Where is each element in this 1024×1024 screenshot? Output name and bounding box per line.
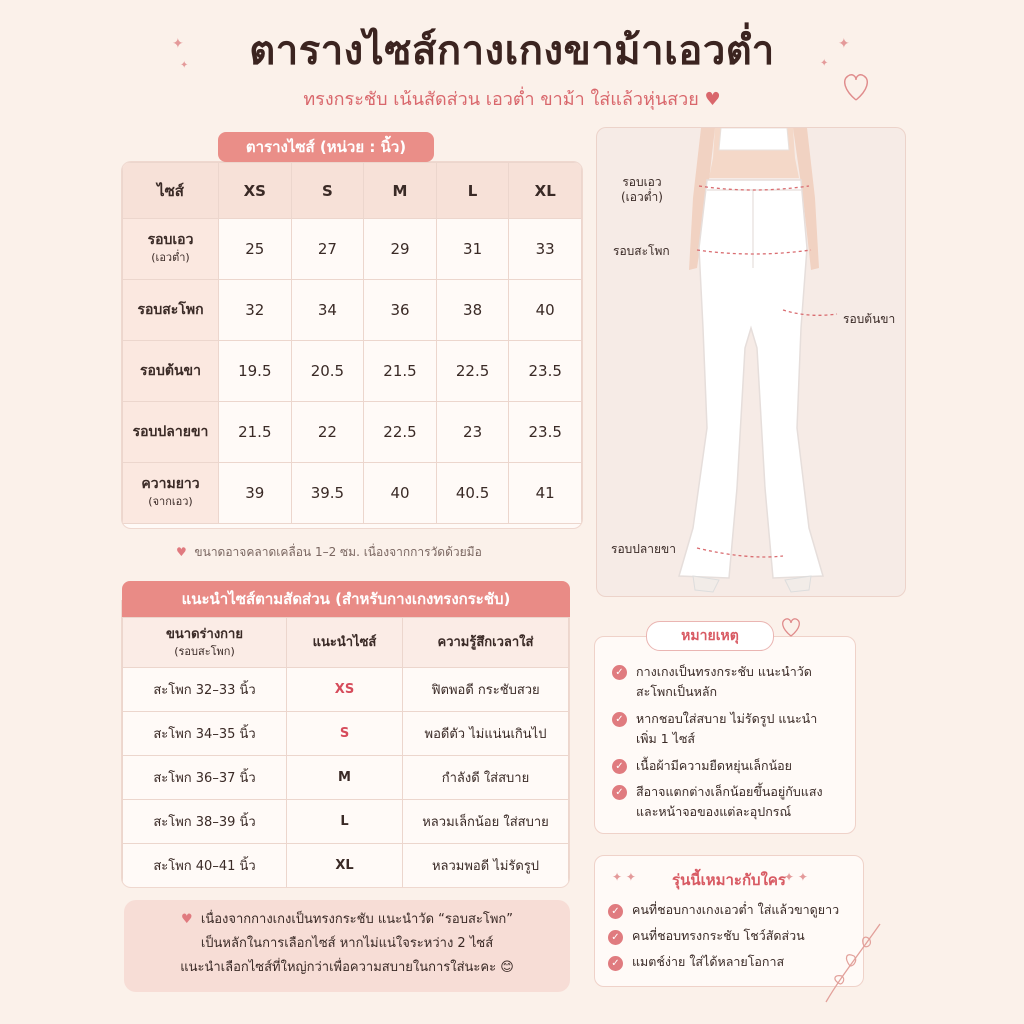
- who-item: คนที่ชอบกางเกงเอวต่ำ ใส่แล้วขาดูยาว: [632, 902, 840, 917]
- recommend-card: [121, 600, 570, 888]
- table-cell: 23.5: [509, 341, 582, 402]
- table-row: [123, 463, 582, 524]
- table-cell: สะโพก 38–39 นิ้ว: [123, 800, 287, 844]
- table-cell: 21.5: [219, 402, 292, 463]
- recommend-title: แนะนำไซส์ตามสัดส่วน (สำหรับกางเกงทรงกระชับ): [122, 581, 570, 617]
- table-row: [123, 712, 569, 756]
- table-cell: สะโพก 32–33 นิ้ว: [123, 668, 287, 712]
- check-icon: ✓: [608, 930, 623, 945]
- row-label: รอบปลายขา: [123, 402, 219, 463]
- bottom-note: [124, 900, 570, 992]
- sparkle-icon: ✦: [180, 60, 189, 71]
- table-cell: 25: [219, 219, 292, 280]
- table-cell: 32: [219, 280, 292, 341]
- row-label-text: ความยาว: [141, 476, 200, 492]
- note-text: สะโพกเป็นหลัก: [636, 684, 718, 699]
- recommended-size: XS: [287, 668, 403, 712]
- table-row: [123, 280, 582, 341]
- note-text: สีอาจแตกต่างเล็กน้อยขึ้นอยู่กับแสง: [636, 784, 823, 799]
- bottom-note-line: [124, 908, 570, 932]
- check-icon: ✓: [612, 665, 627, 680]
- page-subtitle: ทรงกระชับ เน้นสัดส่วน เอวต่ำ ขาม้า ใส่แล้วหุ่นสวย ♥: [303, 89, 721, 110]
- note-item: เนื้อผ้ามีความยืดหยุ่นเล็กน้อย: [636, 758, 792, 773]
- label-hip: รอบสะโพก: [613, 244, 670, 258]
- size-header: XL: [509, 163, 582, 219]
- row-label-text: รอบเอว: [147, 232, 194, 248]
- who-item: แมตช์ง่าย ใส่ได้หลายโอกาส: [632, 954, 785, 969]
- measurement-footnote: [176, 543, 482, 562]
- sparkle-icon: ✦: [820, 58, 829, 69]
- who-title: รุ่นนี้เหมาะกับใคร: [672, 871, 786, 889]
- footnote-text: ขนาดอาจคลาดเคลื่อน 1–2 ซม. เนื่องจากการวัดด้วยมือ: [194, 545, 482, 559]
- row-label: รอบสะโพก: [123, 280, 219, 341]
- table-cell: หลวมพอดี ไม่รัดรูป: [403, 844, 569, 888]
- table-cell: 41: [509, 463, 582, 524]
- table-cell: สะโพก 40–41 นิ้ว: [123, 844, 287, 888]
- table-cell: 29: [364, 219, 437, 280]
- table-row: [123, 219, 582, 280]
- table-cell: 20.5: [291, 341, 364, 402]
- label-waist-sub: (เอวต่ำ): [621, 190, 663, 204]
- label-thigh: รอบต้นขา: [843, 312, 896, 326]
- size-header: S: [291, 163, 364, 219]
- table-cell: ฟิตพอดี กระชับสวย: [403, 668, 569, 712]
- col-header-sub: (รอบสะโพก): [174, 644, 235, 658]
- check-icon: ✓: [612, 785, 627, 800]
- check-icon: ✓: [612, 712, 627, 727]
- table-cell: หลวมเล็กน้อย ใส่สบาย: [403, 800, 569, 844]
- heart-outline-icon: [778, 616, 804, 638]
- size-header: XS: [219, 163, 292, 219]
- row-label: [123, 219, 219, 280]
- table-cell: 21.5: [364, 341, 437, 402]
- table-cell: 33: [509, 219, 582, 280]
- table-cell: 27: [291, 219, 364, 280]
- label-waist-text: รอบเอว: [622, 175, 662, 189]
- table-cell: 23: [436, 402, 509, 463]
- table-row: [123, 341, 582, 402]
- bottom-note-text: เนื่องจากกางเกงเป็นทรงกระชับ แนะนำวัด “รอบสะโพก”: [200, 912, 514, 927]
- table-cell: 22: [291, 402, 364, 463]
- size-table-card: [121, 161, 583, 529]
- recommend-table: [122, 617, 569, 888]
- sparkle-icon: ✦: [838, 36, 850, 52]
- table-cell: 40: [364, 463, 437, 524]
- table-cell: 40.5: [436, 463, 509, 524]
- heart-icon: ♥: [180, 912, 193, 927]
- bottom-note-line: แนะนำเลือกไซส์ที่ใหญ่กว่าเพื่อความสบายในการใส่นะคะ 😊: [180, 960, 514, 975]
- row-label-sub: (จากเอว): [148, 495, 193, 508]
- label-hem: รอบปลายขา: [611, 542, 676, 556]
- sparkle-icon: ✦ ✦: [612, 870, 636, 884]
- recommended-size: S: [287, 712, 403, 756]
- table-cell: พอดีตัว ไม่แน่นเกินไป: [403, 712, 569, 756]
- col-header-text: ขนาดร่างกาย: [166, 626, 243, 642]
- sparkle-icon: ✦ ✦: [784, 870, 808, 884]
- check-icon: ✓: [612, 759, 627, 774]
- check-icon: ✓: [608, 904, 623, 919]
- row-label-sub: (เอวต่ำ): [151, 251, 190, 264]
- table-cell: สะโพก 34–35 นิ้ว: [123, 712, 287, 756]
- table-cell: 36: [364, 280, 437, 341]
- table-row: [123, 844, 569, 888]
- size-table-label: ตารางไซส์ (หน่วย : นิ้ว): [218, 132, 434, 162]
- note-text: หากชอบใส่สบาย ไม่รัดรูป แนะนำ: [636, 711, 818, 726]
- row-label: รอบต้นขา: [123, 341, 219, 402]
- table-row: [123, 800, 569, 844]
- table-row: [123, 756, 569, 800]
- table-cell: กำลังดี ใส่สบาย: [403, 756, 569, 800]
- table-cell: 22.5: [364, 402, 437, 463]
- note-text: เพิ่ม 1 ไซส์: [636, 731, 696, 746]
- table-cell: สะโพก 36–37 นิ้ว: [123, 756, 287, 800]
- table-cell: 31: [436, 219, 509, 280]
- note-text: กางเกงเป็นทรงกระชับ แนะนำวัด: [636, 664, 812, 679]
- size-table-corner: ไซส์: [123, 163, 219, 219]
- table-cell: 23.5: [509, 402, 582, 463]
- table-row: [123, 402, 582, 463]
- recommended-size: M: [287, 756, 403, 800]
- col-header: แนะนำไซส์: [287, 618, 403, 668]
- label-waist: [621, 175, 663, 205]
- sparkle-icon: ✦: [172, 36, 184, 52]
- table-cell: 38: [436, 280, 509, 341]
- table-cell: 39: [219, 463, 292, 524]
- note-text: และหน้าจอของแต่ละอุปกรณ์: [636, 804, 792, 819]
- page-title: ตารางไซส์กางเกงขาม้าเอวต่ำ: [249, 28, 775, 74]
- table-cell: 22.5: [436, 341, 509, 402]
- recommended-size: L: [287, 800, 403, 844]
- table-cell: 40: [509, 280, 582, 341]
- heart-icon: ♥: [176, 545, 187, 559]
- row-label: [123, 463, 219, 524]
- table-cell: 34: [291, 280, 364, 341]
- size-header: M: [364, 163, 437, 219]
- flower-doodle-icon: [820, 918, 890, 1004]
- table-cell: 39.5: [291, 463, 364, 524]
- table-cell: 19.5: [219, 341, 292, 402]
- note-item: [636, 662, 812, 702]
- note-item: [636, 782, 823, 822]
- col-header: ความรู้สึกเวลาใส่: [403, 618, 569, 668]
- col-header: [123, 618, 287, 668]
- bottom-note-line: เป็นหลักในการเลือกไซส์ หากไม่แน่ใจระหว่าง 2 ไซส์: [200, 936, 494, 951]
- recommended-size: XL: [287, 844, 403, 888]
- model-photo: [596, 127, 906, 597]
- size-table: [122, 162, 582, 524]
- note-item: [636, 709, 817, 749]
- check-icon: ✓: [608, 956, 623, 971]
- notes-title: หมายเหตุ: [646, 621, 774, 651]
- size-header: L: [436, 163, 509, 219]
- who-item: คนที่ชอบทรงกระชับ โชว์สัดส่วน: [632, 928, 805, 943]
- table-row: [123, 668, 569, 712]
